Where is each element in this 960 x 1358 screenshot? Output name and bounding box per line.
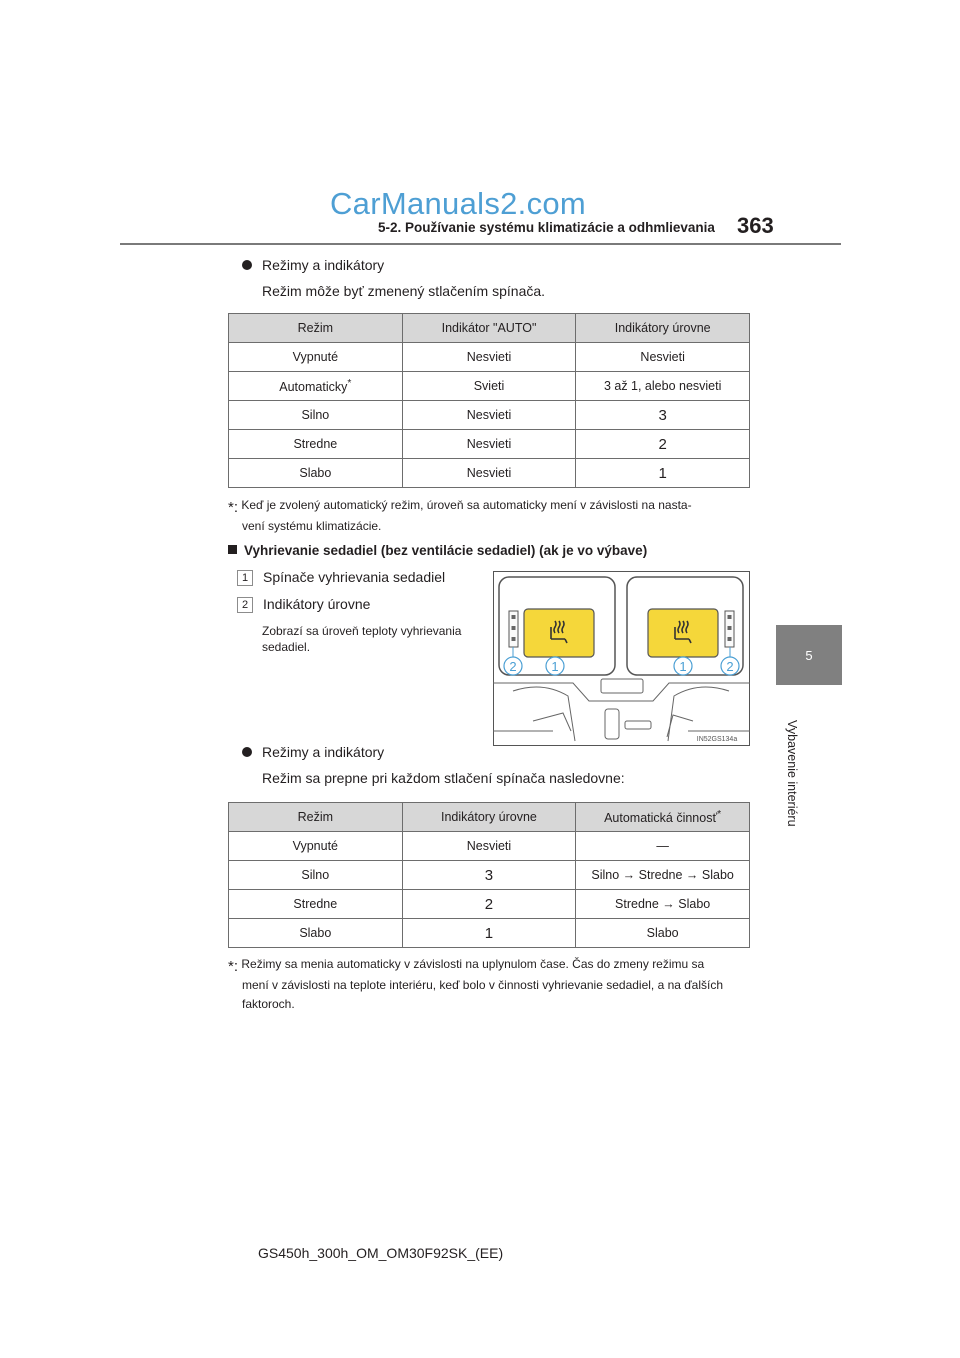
- table-cell: [229, 372, 403, 401]
- table-row: [229, 890, 750, 919]
- table-cell: Nesvieti: [402, 832, 576, 861]
- table-header-text: Automatická činnosť: [604, 811, 718, 826]
- footnote-1: [228, 496, 753, 536]
- table-cell: Vypnuté: [229, 832, 403, 861]
- callout-number: 2: [237, 597, 253, 613]
- table-cell: Stredne → Slabo: [576, 890, 750, 919]
- page-number: 363: [737, 213, 774, 238]
- footnote-text: Keď je zvolený automatický režim, úroveň sa automaticky mení v závislosti na nasta-: [241, 498, 692, 512]
- modes-table-1: [228, 313, 750, 488]
- header-rule: [120, 243, 841, 245]
- callout-label: 1: [679, 659, 687, 674]
- item-desc-line: sedadiel.: [262, 640, 311, 654]
- figure-code: IN52GS134a: [696, 736, 738, 743]
- item-2-description: [262, 623, 492, 655]
- footnote-star: *: [347, 377, 352, 389]
- table-header-cell: [576, 803, 750, 832]
- table-cell: Nesvieti: [576, 343, 750, 372]
- table-cell: Nesvieti: [402, 430, 576, 459]
- table-cell: Silno → Stredne → Slabo: [576, 861, 750, 890]
- table-cell: 1: [576, 459, 750, 488]
- table-row: [229, 401, 750, 430]
- item-label: Spínače vyhrievania sedadiel: [263, 569, 446, 585]
- bullet-text: Režimy a indikátory: [262, 257, 385, 273]
- section-heading-text: Vyhrievanie sedadiel (bez ventilácie sedadiel) (ak je vo výbave): [244, 543, 648, 558]
- bullet-text: Režimy a indikátory: [262, 744, 385, 760]
- table-row: [229, 372, 750, 401]
- table-header-cell: Režim: [229, 314, 403, 343]
- table-row: [229, 832, 750, 861]
- table-cell-text: Automaticky: [279, 380, 348, 395]
- bullet-modes-1: [242, 257, 384, 273]
- table-cell: 3 až 1, alebo nesvieti: [576, 372, 750, 401]
- chapter-tab: [776, 625, 842, 685]
- footnote-mark: *:: [228, 958, 239, 975]
- running-title: 5-2. Používanie systému klimatizácie a odhmlievania: [378, 220, 715, 235]
- table-cell: Slabo: [229, 459, 403, 488]
- table-header-cell: Indikátory úrovne: [576, 314, 750, 343]
- table-header-cell: Indikátor "AUTO": [402, 314, 576, 343]
- table-cell: 2: [402, 890, 576, 919]
- footnote-text: vení systému klimatizácie.: [242, 519, 382, 533]
- bullet-dot-icon: [242, 747, 252, 757]
- table-cell: Stredne: [229, 430, 403, 459]
- block1-subtext: Režim môže byť zmenený stlačením spínača.: [262, 283, 546, 299]
- footnote-mark: *:: [228, 499, 239, 516]
- block2-subtext: Režim sa prepne pri každom stlačení spínača nasledovne:: [262, 770, 625, 786]
- table-cell: Vypnuté: [229, 343, 403, 372]
- table-row: [229, 430, 750, 459]
- seat-heater-illustration: [493, 571, 750, 746]
- table-cell: Slabo: [576, 919, 750, 948]
- table-cell: Svieti: [402, 372, 576, 401]
- item-2: [237, 596, 370, 613]
- footer-model-code: GS450h_300h_OM_OM30F92SK_(EE): [258, 1245, 504, 1261]
- table-cell: —: [576, 832, 750, 861]
- table-row: [229, 861, 750, 890]
- section-square-icon: [228, 545, 237, 554]
- watermark-text: CarManuals2.com: [330, 186, 587, 221]
- footnote-2: [228, 955, 753, 1014]
- callout-label: 2: [509, 659, 517, 674]
- table-cell: Nesvieti: [402, 401, 576, 430]
- callout-number: 1: [237, 570, 253, 586]
- table-cell: 1: [402, 919, 576, 948]
- footnote-text: mení v závislosti na teplote interiéru, keď bolo v činnosti vyhrievanie sedadiel, a na ďalších: [242, 978, 724, 992]
- table-cell: Nesvieti: [402, 459, 576, 488]
- bullet-modes-2: [242, 744, 384, 760]
- table-cell: Stredne: [229, 890, 403, 919]
- table-cell: Silno: [229, 861, 403, 890]
- item-1: [237, 569, 445, 586]
- table-cell: Slabo: [229, 919, 403, 948]
- table-row: [229, 343, 750, 372]
- chapter-number: 5: [805, 647, 813, 663]
- modes-table-2: [228, 802, 750, 948]
- table-header-row: [229, 314, 750, 343]
- table-cell: 2: [576, 430, 750, 459]
- table-cell: 3: [576, 401, 750, 430]
- item-desc-line: Zobrazí sa úroveň teploty vyhrievania: [262, 624, 462, 638]
- table-cell: Silno: [229, 401, 403, 430]
- bullet-dot-icon: [242, 260, 252, 270]
- callout-label: 2: [726, 659, 734, 674]
- table-cell: 3: [402, 861, 576, 890]
- table-header-cell: Režim: [229, 803, 403, 832]
- section-heading: [228, 543, 647, 558]
- table-cell: Nesvieti: [402, 343, 576, 372]
- footnote-text: faktoroch.: [242, 997, 295, 1011]
- footnote-star: *: [717, 808, 722, 820]
- table-row: [229, 459, 750, 488]
- chapter-label: [783, 720, 803, 830]
- footnote-text: Režimy sa menia automaticky v závislosti na uplynulom čase. Čas do zmeny režimu sa: [241, 957, 705, 971]
- table-header-row: [229, 803, 750, 832]
- callout-label: 1: [551, 659, 559, 674]
- table-row: [229, 919, 750, 948]
- chapter-label-text: Vybavenie interiéru: [785, 720, 799, 827]
- item-label: Indikátory úrovne: [263, 596, 371, 612]
- table-header-cell: Indikátory úrovne: [402, 803, 576, 832]
